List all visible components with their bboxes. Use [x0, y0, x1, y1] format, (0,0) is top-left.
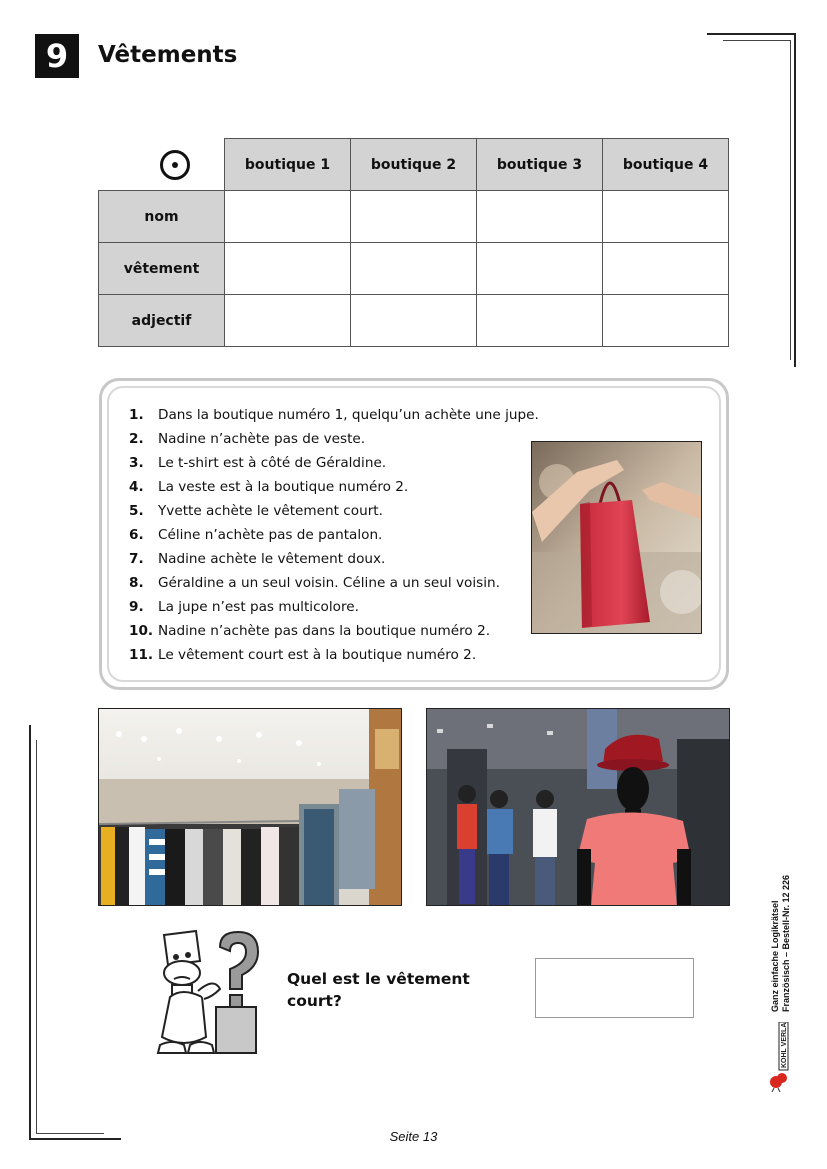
clue-number: 8. — [129, 575, 144, 591]
clue-item — [129, 547, 539, 571]
store-interior-image — [99, 709, 402, 906]
clue-text: Le vêtement court est à la boutique numéro 2. — [158, 647, 477, 663]
clue-text: Dans la boutique numéro 1, quelqu’un achète une jupe. — [158, 407, 539, 423]
mannequin-image — [427, 709, 730, 906]
clue-number: 2. — [129, 431, 144, 447]
kohl-verlag-logo-icon — [768, 1022, 790, 1092]
publication-order-number: Französisch – Bestell-Nr. 12 226 — [781, 874, 791, 1012]
row-header: adjectif — [99, 295, 225, 347]
clue-number: 3. — [129, 455, 144, 471]
grid-header-row — [99, 139, 729, 191]
clue-item — [129, 643, 539, 667]
clue-number: 4. — [129, 479, 144, 495]
question-mark-mascot-icon — [150, 927, 265, 1057]
grid-cell[interactable] — [603, 243, 729, 295]
grid-cell[interactable] — [477, 295, 603, 347]
clue-text: Nadine achète le vêtement doux. — [158, 551, 386, 567]
grid-row — [99, 243, 729, 295]
page-number: Seite 13 — [389, 1129, 438, 1144]
column-header: boutique 3 — [477, 139, 603, 191]
shopping-bag-image — [532, 442, 702, 634]
grid-cell[interactable] — [351, 295, 477, 347]
column-header: boutique 1 — [225, 139, 351, 191]
clue-text: Yvette achète le vêtement court. — [158, 503, 383, 519]
clue-text: Céline n’achète pas de pantalon. — [158, 527, 383, 543]
clue-item — [129, 619, 539, 643]
question-text: Quel est le vêtement court? — [287, 970, 470, 1010]
clue-item — [129, 451, 539, 475]
grid-row — [99, 295, 729, 347]
column-header: boutique 4 — [603, 139, 729, 191]
clue-item — [129, 595, 539, 619]
grid-cell[interactable] — [351, 243, 477, 295]
grid-cell[interactable] — [477, 191, 603, 243]
clue-number: 6. — [129, 527, 144, 543]
clue-item — [129, 403, 539, 427]
clue-number: 7. — [129, 551, 144, 567]
chapter-number: 9 — [35, 34, 79, 78]
corner-frame-top-right-inner — [723, 40, 791, 360]
grid-cell[interactable] — [225, 295, 351, 347]
clue-item — [129, 523, 539, 547]
clue-number: 10. — [129, 623, 154, 639]
store-interior-photo — [98, 708, 402, 906]
grid-row — [99, 191, 729, 243]
clue-number: 11. — [129, 647, 154, 663]
shopping-bag-photo — [531, 441, 702, 634]
clue-text: Géraldine a un seul voisin. Céline a un seul voisin. — [158, 575, 500, 591]
clue-text: Le t-shirt est à côté de Géraldine. — [158, 455, 387, 471]
column-header: boutique 2 — [351, 139, 477, 191]
row-header: nom — [99, 191, 225, 243]
clue-number: 9. — [129, 599, 144, 615]
grid-cell[interactable] — [603, 295, 729, 347]
grid-corner — [99, 139, 225, 191]
answer-field[interactable] — [535, 958, 694, 1018]
publication-info — [770, 875, 792, 1012]
mannequin-photo — [426, 708, 730, 906]
corner-frame-bottom-left-inner — [36, 740, 104, 1134]
grid-cell[interactable] — [225, 191, 351, 243]
clue-item — [129, 499, 539, 523]
clue-number: 1. — [129, 407, 144, 423]
clue-text: La veste est à la boutique numéro 2. — [158, 479, 409, 495]
publisher-logo — [768, 1022, 790, 1092]
page-title: Vêtements — [98, 42, 238, 68]
grid-cell[interactable] — [603, 191, 729, 243]
clue-item — [129, 427, 539, 451]
thinking-mascot-illustration — [150, 927, 265, 1057]
clue-text: Nadine n’achète pas de veste. — [158, 431, 366, 447]
logic-grid — [98, 138, 729, 347]
publisher-name: KOHL VERLAG — [781, 1022, 788, 1068]
row-header: vêtement — [99, 243, 225, 295]
clue-list — [129, 403, 539, 667]
clue-text: Nadine n’achète pas dans la boutique numéro 2. — [158, 623, 491, 639]
clue-text: La jupe n’est pas multicolore. — [158, 599, 359, 615]
clue-item — [129, 475, 539, 499]
grid-cell[interactable] — [477, 243, 603, 295]
grid-cell[interactable] — [351, 191, 477, 243]
clue-item — [129, 571, 539, 595]
publication-title: Ganz einfache Logikrätsel — [770, 900, 780, 1012]
grid-cell[interactable] — [225, 243, 351, 295]
clue-number: 5. — [129, 503, 144, 519]
